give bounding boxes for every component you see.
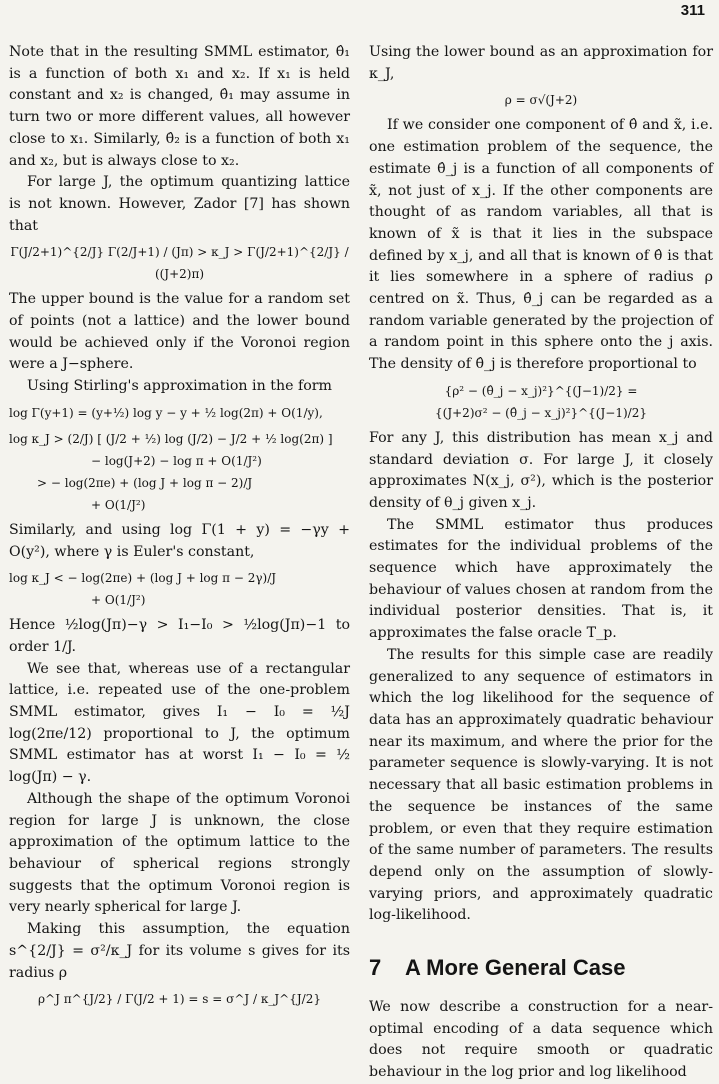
paragraph: Making this assumption, the equation s^{2/J} = σ²/κ_J for its volume s gives for its radius ρ bbox=[9, 921, 350, 981]
paragraph: For any J, this distribution has mean x_j and standard deviation σ. For large J, it closely approximates N(x_j, σ²), which is the posterior density of θ_j given x_j. bbox=[369, 429, 713, 511]
paragraph: We see that, whereas use of a rectangular lattice, i.e. repeated use of the one-problem SMML estimator, gives I₁ − I₀ = ½J log(2πe/12) proportional to J, the optimum SMML estimator has at worst I₁ − I₀ = ½ log(Jπ) − γ. bbox=[9, 660, 350, 786]
paragraph: For large J, the optimum quantizing lattice is not known. However, Zador [7] has shown that bbox=[9, 174, 350, 234]
paragraph: The results for this simple case are readily generalized to any sequence of estimators in which the log likelihood for the sequence of data has an approximately quadratic behaviour near its maximum, and where the prior for the parameter sequence is slowly-varying. It is not necessary that all basic estimation problems in the sequence be instances of the same problem, or even that they require estimation of the same number of parameters. The results depend only on the assumption of slowly-varying priors, and approximately quadratic log-likelihood. bbox=[369, 646, 713, 924]
equation-line: log κ_J < − log(2πe) + (log J + log π − 2γ)/J bbox=[9, 571, 277, 586]
equation-line: + O(1/J²) bbox=[91, 497, 146, 512]
equation-line: > − log(2πe) + (log J + log π − 2)/J bbox=[37, 475, 253, 490]
equation-stirling: log Γ(y+1) = (y+½) log y − y + ½ log(2π) + O(1/y), bbox=[9, 405, 323, 420]
section-number: 7 bbox=[369, 955, 382, 981]
equation-log-kappa-upper bbox=[9, 567, 350, 611]
equation-sphere-volume: ρ^J π^{J/2} / Γ(J/2 + 1) = s = σ^J / κ_J^{J/2} bbox=[38, 992, 321, 1007]
paragraph: If we consider one component of θ̂ and x̃, i.e. one estimation problem of the sequence, the estimate θ̂_j is a function of all components of x̃, not just of x_j. If the other components are thought of as random variables, all that is known of x̃ is that it lies in the subspace defined by x_j, and all that is known of θ̂ is that it lies somewhere in a sphere of radius ρ centred on x̃. Thus, θ̂_j can be regarded as a random variable generated by the projection of a random point in this sphere onto the j axis. The density of θ̂_j is therefore proportional to bbox=[369, 117, 713, 373]
paragraph: Although the shape of the optimum Voronoi region for large J is unknown, the close approximation of the optimum lattice to the behaviour of spherical regions strongly suggests that the optimum Voronoi region is very nearly spherical for large J. bbox=[9, 790, 350, 916]
equation-line: − log(J+2) − log π + O(1/J²) bbox=[91, 453, 262, 468]
equation-line: log κ_J > (2/J) [ (J/2 + ½) log (J/2) − J/2 + ½ log(2π) ] bbox=[9, 431, 333, 446]
equation-line: + O(1/J²) bbox=[91, 593, 146, 608]
equation-line: {ρ² − (θ̂_j − x_j)²}^{(J−1)/2} = bbox=[444, 383, 638, 398]
paragraph: We now describe a construction for a near-optimal encoding of a data sequence which does not require smooth or quadratic behaviour in the log prior and log likelihood bbox=[369, 999, 713, 1081]
paragraph: Using Stirling's approximation in the form bbox=[27, 378, 333, 395]
equation-zador-bounds: Γ(J/2+1)^{2/J} Γ(2/J+1) / (Jπ) > κ_J > Γ(J/2+1)^{2/J} / ((J+2)π) bbox=[10, 245, 349, 282]
equation-radius: ρ = σ√(J+2) bbox=[504, 93, 578, 108]
paragraph: The upper bound is the value for a random set of points (not a lattice) and the lower bound would be achieved only if the Voronoi region were a J−sphere. bbox=[9, 291, 350, 373]
equation-line: {(J+2)σ² − (θ̂_j − x_j)²}^{(J−1)/2} bbox=[435, 405, 647, 420]
paragraph: Similarly, and using log Γ(1 + y) = −γy + O(y²), where γ is Euler's constant, bbox=[9, 521, 350, 560]
paragraph: Using the lower bound as an approximation for κ_J, bbox=[369, 44, 713, 82]
paragraph: Note that in the resulting SMML estimator, θ̂₁ is a function of both x₁ and x₂. If x₁ is held constant and x₂ is changed, θ̂₁ may assume in turn two or more different values, all however close to x₁. Similarly, θ̂₂ is a function of both x₁ and x₂, but is always close to x₂. bbox=[9, 44, 350, 169]
equation-log-kappa-lower bbox=[9, 428, 350, 516]
section-heading bbox=[369, 953, 713, 983]
equation-density bbox=[369, 380, 713, 424]
left-column bbox=[9, 42, 350, 1014]
right-column bbox=[369, 42, 713, 1084]
paragraph: The SMML estimator thus produces estimates for the individual problems of the sequence which have approximately the behaviour of values chosen at random from the individual posterior densities. That is, it approximates the false oracle T_p. bbox=[369, 516, 713, 642]
page-number: 311 bbox=[680, 2, 705, 19]
section-title: A More General Case bbox=[405, 955, 626, 981]
paragraph: Hence ½log(Jπ)−γ > I₁−I₀ > ½log(Jπ)−1 to order 1/J. bbox=[9, 617, 350, 655]
